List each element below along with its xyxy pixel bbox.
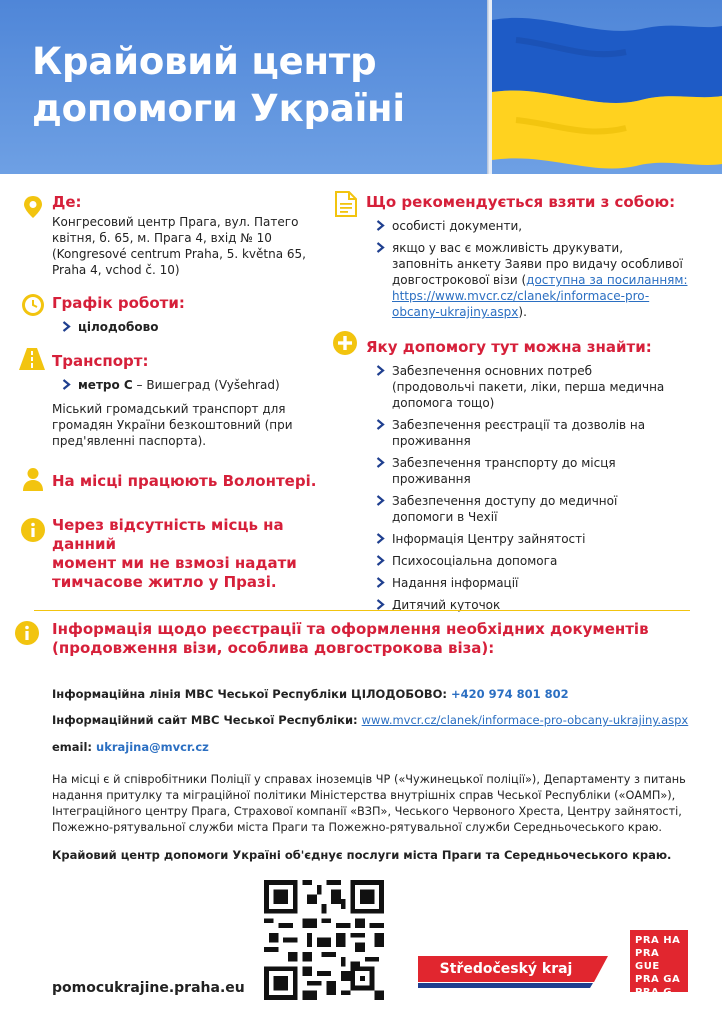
ukraine-flag-image: [476, 0, 722, 174]
praha-logo: PRA HA PRA GUE PRA GA PRA G: [630, 930, 688, 992]
transport-section: [52, 352, 322, 449]
volunteers-notice: На місці працюють Волонтері.: [52, 472, 317, 490]
person-icon: [20, 466, 46, 492]
transport-note: Міський громадський транспорт для громадян України безкоштовний (при пред'явленні паспорта).: [52, 402, 293, 448]
chevron-right-icon: [376, 419, 385, 430]
schedule-heading: Графік роботи:: [52, 294, 185, 312]
staff-paragraph: На місці є й співробітники Поліції у справах іноземців ЧР («Чужинецької поліції»), Департаменту з питань надання притулку та міграційної політики Міністерства внутрішніх справ Чеської Республіки («ОАМП»), Інтеграційного центру Прага, Страхової компанії «ВЗП», Чеського Червоного Хреста, Центру зайнятості, Пожежно-рятувальної служби міста Праги та Пожежно-рятувальної служби Середньочеського краю.: [52, 773, 686, 834]
chevron-right-icon: [376, 533, 385, 544]
clock-icon: [20, 292, 46, 318]
no-housing-notice: Через відсутність місць на данний момент ми не взмозі надати тимчасове житло у Празі.: [52, 516, 297, 591]
chevron-right-icon: [376, 242, 385, 253]
list-item: метро C – Вишеград (Vyšehrad): [60, 377, 322, 393]
chevron-right-icon: [376, 457, 385, 468]
section-divider: [34, 610, 690, 611]
stredocesky-kraj-logo: Středočeský kraj: [418, 956, 608, 988]
chevron-right-icon: [376, 495, 385, 506]
info-icon: [20, 517, 46, 543]
bring-heading: Що рекомендується взяти з собою:: [366, 193, 676, 211]
list-item: Забезпечення доступу до медичної допомоги в Чехії: [374, 493, 674, 525]
summary-text: Крайовий центр допомоги Україні об'єднує послуги міста Праги та Середньочеського краю.: [52, 848, 672, 862]
visa-form-link-url[interactable]: https://www.mvcr.cz/clanek/informace-pro-: [392, 289, 650, 303]
email-line: email: ukrajina@mvcr.cz: [52, 740, 209, 754]
schedule-section: [52, 294, 312, 341]
location-pin-icon: [20, 194, 46, 220]
list-item: особисті документи,: [374, 218, 696, 234]
chevron-right-icon: [376, 577, 385, 588]
chevron-right-icon: [376, 220, 385, 231]
page-title: Крайовий центр допомоги Україні: [32, 40, 405, 130]
hotline-number-link[interactable]: +420 974 801 802: [451, 687, 569, 701]
where-heading: Де:: [52, 193, 82, 211]
where-address: Конгресовий центр Прага, вул. Патего квітня, б. 65, м. Прага 4, вхід № 10 (Kongresové centrum Praha, 5. května 65, Praha 4, vchod č. 10): [52, 215, 306, 277]
chevron-right-icon: [62, 321, 71, 332]
document-icon: [334, 190, 360, 216]
visa-form-link[interactable]: доступна за посиланням:: [526, 273, 688, 287]
footer-website-link[interactable]: pomocukrajine.praha.eu: [52, 980, 245, 996]
help-section: [366, 338, 696, 619]
plus-circle-icon: [332, 330, 358, 356]
list-item: якщо у вас є можливість друкувати, заповніть анкету Заяви про видачу особливої довгострокової візи (доступна за посиланням: https://www.mvcr.cz/clanek/informace-pro- obcany-ukrajiny.aspx).: [374, 240, 696, 320]
chevron-right-icon: [376, 599, 385, 610]
list-item: Надання інформації: [374, 575, 674, 591]
chevron-right-icon: [376, 555, 385, 566]
list-item: Психосоціальна допомога: [374, 553, 674, 569]
list-item: цілодобово: [60, 319, 312, 335]
chevron-right-icon: [62, 379, 71, 390]
info-icon: [14, 620, 40, 646]
transport-heading: Транспорт:: [52, 352, 149, 370]
visa-form-link-url-end[interactable]: obcany-ukrajiny.aspx: [392, 305, 519, 319]
list-item: Забезпечення основних потреб (продовольчі пакети, ліки, перша медична допомога тощо): [374, 363, 674, 411]
list-item: Інформація Центру зайнятості: [374, 531, 674, 547]
where-section: [52, 193, 322, 278]
list-item: Забезпечення транспорту до місця проживання: [374, 455, 674, 487]
header-banner: [0, 0, 722, 174]
mvcr-website-link[interactable]: www.mvcr.cz/clanek/informace-pro-obcany-ukrajiny.aspx: [361, 713, 689, 727]
info-heading: Інформація щодо реєстрації та оформлення необхідних документів (продовження візи, особлива довгострокова віза):: [52, 620, 649, 657]
hotline-line: Інформаційна лінія МВС Чеської Республіки ЦІЛОДОБОВО: +420 974 801 802: [52, 687, 569, 701]
list-item: Забезпечення реєстрації та дозволів на проживання: [374, 417, 674, 449]
list-item: Дитячий куточок: [374, 597, 674, 613]
qr-code-icon[interactable]: [264, 880, 384, 1000]
help-heading: Яку допомогу тут можна знайти:: [366, 338, 652, 356]
website-line: Інформаційний сайт МВС Чеської Республіки: www.mvcr.cz/clanek/informace-pro-obcany-ukrajiny.aspx: [52, 713, 689, 727]
chevron-right-icon: [376, 365, 385, 376]
bring-section: [366, 193, 696, 326]
email-link[interactable]: ukrajina@mvcr.cz: [96, 740, 209, 754]
road-icon: [18, 346, 44, 372]
